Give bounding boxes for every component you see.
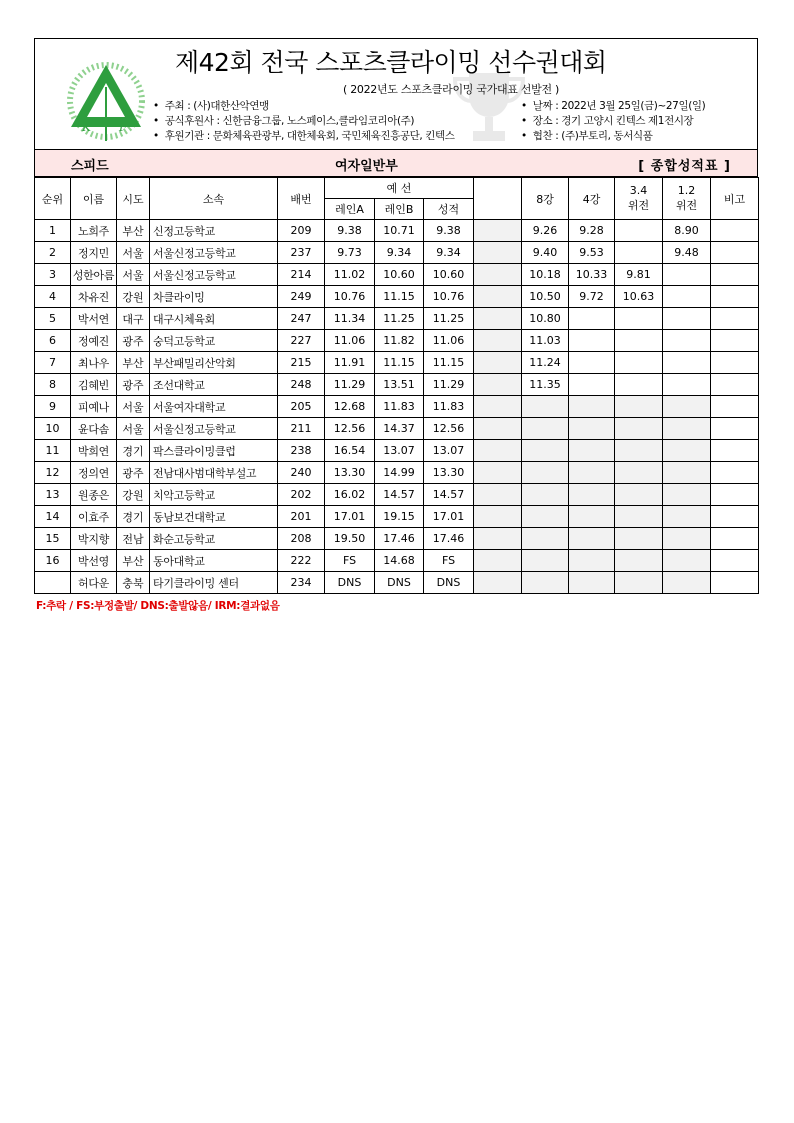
cell-rank: 9 (35, 396, 71, 418)
cell-spacer (474, 286, 522, 308)
cell-region: 광주 (117, 462, 150, 484)
cell-name: 이효주 (71, 506, 117, 528)
cell-final-1-2 (663, 550, 711, 572)
cell-round-8 (522, 462, 569, 484)
cell-name: 김혜빈 (71, 374, 117, 396)
cell-round-8 (522, 484, 569, 506)
cell-bib: 209 (278, 220, 325, 242)
cell-region: 부산 (117, 550, 150, 572)
cell-note (711, 440, 759, 462)
cell-note (711, 506, 759, 528)
cell-lane-b: 14.99 (375, 462, 424, 484)
cell-rank: 2 (35, 242, 71, 264)
cell-lane-b: 11.82 (375, 330, 424, 352)
table-row (35, 330, 759, 352)
cell-lane-b: 14.37 (375, 418, 424, 440)
cell-spacer (474, 220, 522, 242)
cell-final-3-4 (615, 330, 663, 352)
cell-lane-a: 16.02 (325, 484, 375, 506)
cell-result: 11.06 (424, 330, 474, 352)
cell-region: 서울 (117, 264, 150, 286)
cell-affiliation: 서울여자대학교 (150, 396, 278, 418)
cell-final-1-2 (663, 528, 711, 550)
cell-region: 전남 (117, 528, 150, 550)
cell-spacer (474, 308, 522, 330)
cell-rank: 5 (35, 308, 71, 330)
cell-lane-a: 11.29 (325, 374, 375, 396)
cell-rank: 3 (35, 264, 71, 286)
cell-spacer (474, 352, 522, 374)
cell-lane-a: 11.06 (325, 330, 375, 352)
cell-round-4 (569, 418, 615, 440)
table-row (35, 308, 759, 330)
cell-affiliation: 전남대사범대학부설고 (150, 462, 278, 484)
header-result: 성적 (424, 199, 474, 220)
cell-affiliation: 차클라이밍 (150, 286, 278, 308)
event-info-right (521, 99, 705, 144)
cell-round-4 (569, 396, 615, 418)
cell-lane-b: 11.25 (375, 308, 424, 330)
cell-lane-b: 14.68 (375, 550, 424, 572)
cell-final-3-4 (615, 462, 663, 484)
cell-note (711, 264, 759, 286)
header-note: 비고 (711, 178, 759, 220)
report-type-label: [ 종합성적표 ] (638, 159, 731, 174)
cell-final-1-2 (663, 440, 711, 462)
cell-affiliation: 서울신정고등학교 (150, 418, 278, 440)
cell-rank: 6 (35, 330, 71, 352)
cell-name: 허다운 (71, 572, 117, 594)
header-rank: 순위 (35, 178, 71, 220)
table-row (35, 264, 759, 286)
cell-lane-a: 9.38 (325, 220, 375, 242)
division-label: 여자일반부 (335, 159, 398, 174)
cell-round-4 (569, 506, 615, 528)
cell-round-8: 10.18 (522, 264, 569, 286)
cell-note (711, 484, 759, 506)
cell-rank: 1 (35, 220, 71, 242)
cell-lane-b: 10.60 (375, 264, 424, 286)
cell-round-4 (569, 352, 615, 374)
cell-result: 17.46 (424, 528, 474, 550)
date-text: • 날짜 : 2022년 3월 25일(금)~27일(일) (521, 99, 705, 114)
header-final-1-2 (663, 178, 711, 220)
cell-region: 충북 (117, 572, 150, 594)
cell-final-3-4 (615, 572, 663, 594)
cell-bib: 227 (278, 330, 325, 352)
table-row (35, 506, 759, 528)
cell-name: 노희주 (71, 220, 117, 242)
cell-round-8: 9.40 (522, 242, 569, 264)
cell-affiliation: 동남보건대학교 (150, 506, 278, 528)
results-table (34, 177, 759, 594)
cell-final-1-2 (663, 352, 711, 374)
cell-rank: 7 (35, 352, 71, 374)
organizer-text: • 주최 : (사)대한산악연맹 (153, 99, 455, 114)
table-row (35, 286, 759, 308)
cell-round-4 (569, 330, 615, 352)
cell-final-1-2 (663, 264, 711, 286)
event-category: 스피드 (71, 159, 109, 174)
cell-final-3-4 (615, 550, 663, 572)
cell-final-1-2 (663, 396, 711, 418)
cell-round-8: 10.80 (522, 308, 569, 330)
cell-bib: 208 (278, 528, 325, 550)
header-prelim: 예 선 (325, 178, 474, 199)
cell-result: 9.38 (424, 220, 474, 242)
header-bib: 배번 (278, 178, 325, 220)
cell-spacer (474, 396, 522, 418)
cell-lane-a: 17.01 (325, 506, 375, 528)
cell-lane-a: 11.34 (325, 308, 375, 330)
cell-round-8 (522, 572, 569, 594)
cell-name: 차유진 (71, 286, 117, 308)
cell-lane-a: 10.76 (325, 286, 375, 308)
cell-name: 박선영 (71, 550, 117, 572)
table-row (35, 484, 759, 506)
cell-round-8 (522, 506, 569, 528)
header-round-8: 8강 (522, 178, 569, 220)
table-row (35, 242, 759, 264)
cell-final-1-2 (663, 484, 711, 506)
cell-region: 서울 (117, 242, 150, 264)
header-region: 시도 (117, 178, 150, 220)
cell-round-4 (569, 440, 615, 462)
header-spacer (474, 178, 522, 220)
table-row (35, 462, 759, 484)
cell-region: 부산 (117, 352, 150, 374)
cell-region: 대구 (117, 308, 150, 330)
cell-round-4: 9.72 (569, 286, 615, 308)
cell-affiliation: 화순고등학교 (150, 528, 278, 550)
table-row (35, 374, 759, 396)
cell-result: 17.01 (424, 506, 474, 528)
cell-spacer (474, 528, 522, 550)
cell-final-3-4 (615, 506, 663, 528)
header-lane-a: 레인A (325, 199, 375, 220)
cell-final-1-2 (663, 506, 711, 528)
cell-lane-a: DNS (325, 572, 375, 594)
cell-affiliation: 조선대학교 (150, 374, 278, 396)
cell-final-3-4 (615, 440, 663, 462)
cell-spacer (474, 418, 522, 440)
cell-name: 피예나 (71, 396, 117, 418)
cell-spacer (474, 330, 522, 352)
cell-region: 서울 (117, 418, 150, 440)
cell-final-3-4 (615, 484, 663, 506)
cell-note (711, 528, 759, 550)
table-row (35, 352, 759, 374)
header-final-1-2-line2: 위전 (675, 199, 698, 212)
cell-bib: 214 (278, 264, 325, 286)
results-body (35, 220, 759, 594)
cell-name: 정예진 (71, 330, 117, 352)
cell-lane-b: 17.46 (375, 528, 424, 550)
cell-note (711, 330, 759, 352)
cell-lane-a: 16.54 (325, 440, 375, 462)
logo-letter-k: K (82, 120, 91, 134)
cell-round-4 (569, 374, 615, 396)
logo-letter-f: F (119, 120, 128, 134)
cell-affiliation: 치악고등학교 (150, 484, 278, 506)
cell-final-1-2 (663, 308, 711, 330)
cell-lane-b: 14.57 (375, 484, 424, 506)
cell-round-8 (522, 528, 569, 550)
header-round-4: 4강 (569, 178, 615, 220)
cell-round-8: 9.26 (522, 220, 569, 242)
cell-round-4 (569, 550, 615, 572)
header-name: 이름 (71, 178, 117, 220)
cell-region: 광주 (117, 374, 150, 396)
cell-lane-b: 19.15 (375, 506, 424, 528)
cell-affiliation: 서울신정고등학교 (150, 264, 278, 286)
cell-lane-b: 13.51 (375, 374, 424, 396)
cell-spacer (474, 506, 522, 528)
cell-spacer (474, 484, 522, 506)
cell-spacer (474, 242, 522, 264)
sponsor-text: • 공식후원사 : 신한금융그룹, 노스페이스,클라임코리아(주) (153, 114, 455, 129)
header-final-3-4-line1: 3.4 (629, 184, 648, 197)
cell-note (711, 308, 759, 330)
header-affiliation: 소속 (150, 178, 278, 220)
cell-note (711, 572, 759, 594)
cell-bib: 201 (278, 506, 325, 528)
cell-bib: 202 (278, 484, 325, 506)
cell-lane-b: 10.71 (375, 220, 424, 242)
category-band (34, 149, 758, 177)
table-row (35, 528, 759, 550)
cell-rank: 11 (35, 440, 71, 462)
cell-round-4: 9.53 (569, 242, 615, 264)
table-row (35, 220, 759, 242)
cell-lane-a: FS (325, 550, 375, 572)
cell-result: 10.60 (424, 264, 474, 286)
cell-round-8: 11.35 (522, 374, 569, 396)
cell-name: 최나우 (71, 352, 117, 374)
cell-lane-a: 9.73 (325, 242, 375, 264)
cell-rank: 4 (35, 286, 71, 308)
cell-name: 박희연 (71, 440, 117, 462)
cell-bib: 215 (278, 352, 325, 374)
cell-note (711, 242, 759, 264)
cosponsor-text: • 협찬 : (주)부토리, 동서식품 (521, 129, 705, 144)
page-subtitle: ( 2022년도 스포츠클라이밍 국가대표 선발전 ) (343, 83, 559, 96)
cell-bib: 234 (278, 572, 325, 594)
cell-note (711, 352, 759, 374)
cell-lane-a: 11.02 (325, 264, 375, 286)
cell-final-1-2 (663, 418, 711, 440)
cell-final-3-4 (615, 374, 663, 396)
cell-affiliation: 대구시체육회 (150, 308, 278, 330)
cell-bib: 249 (278, 286, 325, 308)
cell-final-1-2: 8.90 (663, 220, 711, 242)
cell-affiliation: 서울신정고등학교 (150, 242, 278, 264)
cell-result: 11.29 (424, 374, 474, 396)
header-final-3-4-line2: 위전 (627, 199, 650, 212)
cell-spacer (474, 440, 522, 462)
cell-lane-a: 12.56 (325, 418, 375, 440)
cell-region: 부산 (117, 220, 150, 242)
cell-round-4 (569, 484, 615, 506)
cell-round-4 (569, 462, 615, 484)
cell-final-3-4 (615, 528, 663, 550)
cell-final-3-4 (615, 352, 663, 374)
cell-round-4 (569, 308, 615, 330)
cell-lane-b: 9.34 (375, 242, 424, 264)
cell-bib: 240 (278, 462, 325, 484)
cell-final-1-2 (663, 572, 711, 594)
cell-final-1-2 (663, 374, 711, 396)
cell-lane-b: 13.07 (375, 440, 424, 462)
cell-lane-a: 13.30 (325, 462, 375, 484)
cell-round-8 (522, 440, 569, 462)
results-sheet (34, 38, 758, 594)
cell-result: 13.07 (424, 440, 474, 462)
cell-spacer (474, 550, 522, 572)
cell-name: 성한아름 (71, 264, 117, 286)
cell-round-8 (522, 550, 569, 572)
cell-round-8: 11.03 (522, 330, 569, 352)
cell-rank: 13 (35, 484, 71, 506)
cell-affiliation: 숭덕고등학교 (150, 330, 278, 352)
cell-round-8: 11.24 (522, 352, 569, 374)
cell-region: 강원 (117, 286, 150, 308)
cell-rank: 14 (35, 506, 71, 528)
cell-round-8 (522, 418, 569, 440)
cell-final-3-4 (615, 396, 663, 418)
header-final-3-4 (615, 178, 663, 220)
cell-rank: 8 (35, 374, 71, 396)
table-row (35, 440, 759, 462)
cell-result: 13.30 (424, 462, 474, 484)
cell-region: 강원 (117, 484, 150, 506)
cell-result: 12.56 (424, 418, 474, 440)
cell-affiliation: 신정고등학교 (150, 220, 278, 242)
page-title: 제42회 전국 스포츠클라이밍 선수권대회 (175, 48, 607, 77)
table-row (35, 572, 759, 594)
cell-rank: 12 (35, 462, 71, 484)
cell-name: 윤다솜 (71, 418, 117, 440)
cell-name: 원종은 (71, 484, 117, 506)
cell-round-4: 10.33 (569, 264, 615, 286)
cell-bib: 205 (278, 396, 325, 418)
cell-bib: 247 (278, 308, 325, 330)
venue-text: • 장소 : 경기 고양시 킨텍스 제1전시장 (521, 114, 705, 129)
cell-final-3-4: 9.81 (615, 264, 663, 286)
cell-name: 정지민 (71, 242, 117, 264)
cell-round-8: 10.50 (522, 286, 569, 308)
cell-final-3-4 (615, 220, 663, 242)
cell-affiliation: 팍스클라이밍클럽 (150, 440, 278, 462)
cell-bib: 248 (278, 374, 325, 396)
cell-final-3-4 (615, 308, 663, 330)
cell-lane-b: 11.15 (375, 286, 424, 308)
header-lane-b: 레인B (375, 199, 424, 220)
cell-region: 광주 (117, 330, 150, 352)
cell-note (711, 550, 759, 572)
federation-logo (65, 57, 147, 145)
cell-final-1-2 (663, 330, 711, 352)
cell-result: 11.83 (424, 396, 474, 418)
cell-result: 9.34 (424, 242, 474, 264)
cell-lane-b: 11.83 (375, 396, 424, 418)
cell-final-3-4 (615, 418, 663, 440)
cell-spacer (474, 462, 522, 484)
cell-round-4 (569, 572, 615, 594)
cell-affiliation: 부산패밀리산악회 (150, 352, 278, 374)
header (34, 38, 758, 149)
cell-result: 10.76 (424, 286, 474, 308)
cell-round-4 (569, 528, 615, 550)
table-row (35, 418, 759, 440)
event-info-left (153, 99, 455, 144)
cell-name: 정의연 (71, 462, 117, 484)
cell-lane-a: 12.68 (325, 396, 375, 418)
cell-final-3-4: 10.63 (615, 286, 663, 308)
cell-note (711, 374, 759, 396)
legend-text: F:추락 / FS:부정출발/ DNS:출발않음/ IRM:결과없음 (36, 600, 280, 612)
cell-result: DNS (424, 572, 474, 594)
cell-note (711, 220, 759, 242)
cell-bib: 211 (278, 418, 325, 440)
cell-final-1-2 (663, 462, 711, 484)
cell-final-3-4 (615, 242, 663, 264)
cell-round-8 (522, 396, 569, 418)
cell-rank: 10 (35, 418, 71, 440)
cell-result: 11.15 (424, 352, 474, 374)
cell-result: FS (424, 550, 474, 572)
cell-name: 박지향 (71, 528, 117, 550)
cell-final-1-2 (663, 286, 711, 308)
cell-affiliation: 동아대학교 (150, 550, 278, 572)
cell-lane-a: 19.50 (325, 528, 375, 550)
cell-result: 11.25 (424, 308, 474, 330)
cell-lane-b: DNS (375, 572, 424, 594)
cell-spacer (474, 374, 522, 396)
cell-lane-b: 11.15 (375, 352, 424, 374)
cell-spacer (474, 264, 522, 286)
cell-affiliation: 타기클라이밍 센터 (150, 572, 278, 594)
cell-note (711, 286, 759, 308)
cell-note (711, 462, 759, 484)
header-final-1-2-line1: 1.2 (677, 184, 696, 197)
cell-rank (35, 572, 71, 594)
table-row (35, 550, 759, 572)
cell-lane-a: 11.91 (325, 352, 375, 374)
cell-spacer (474, 572, 522, 594)
cell-final-1-2: 9.48 (663, 242, 711, 264)
cell-name: 박서연 (71, 308, 117, 330)
cell-rank: 15 (35, 528, 71, 550)
cell-bib: 238 (278, 440, 325, 462)
cell-bib: 237 (278, 242, 325, 264)
supporting-org-text: • 후원기관 : 문화체육관광부, 대한체육회, 국민체육진흥공단, 킨텍스 (153, 129, 455, 144)
cell-region: 서울 (117, 396, 150, 418)
cell-region: 경기 (117, 440, 150, 462)
cell-rank: 16 (35, 550, 71, 572)
cell-region: 경기 (117, 506, 150, 528)
table-row (35, 396, 759, 418)
cell-bib: 222 (278, 550, 325, 572)
cell-note (711, 418, 759, 440)
cell-result: 14.57 (424, 484, 474, 506)
cell-round-4: 9.28 (569, 220, 615, 242)
cell-note (711, 396, 759, 418)
